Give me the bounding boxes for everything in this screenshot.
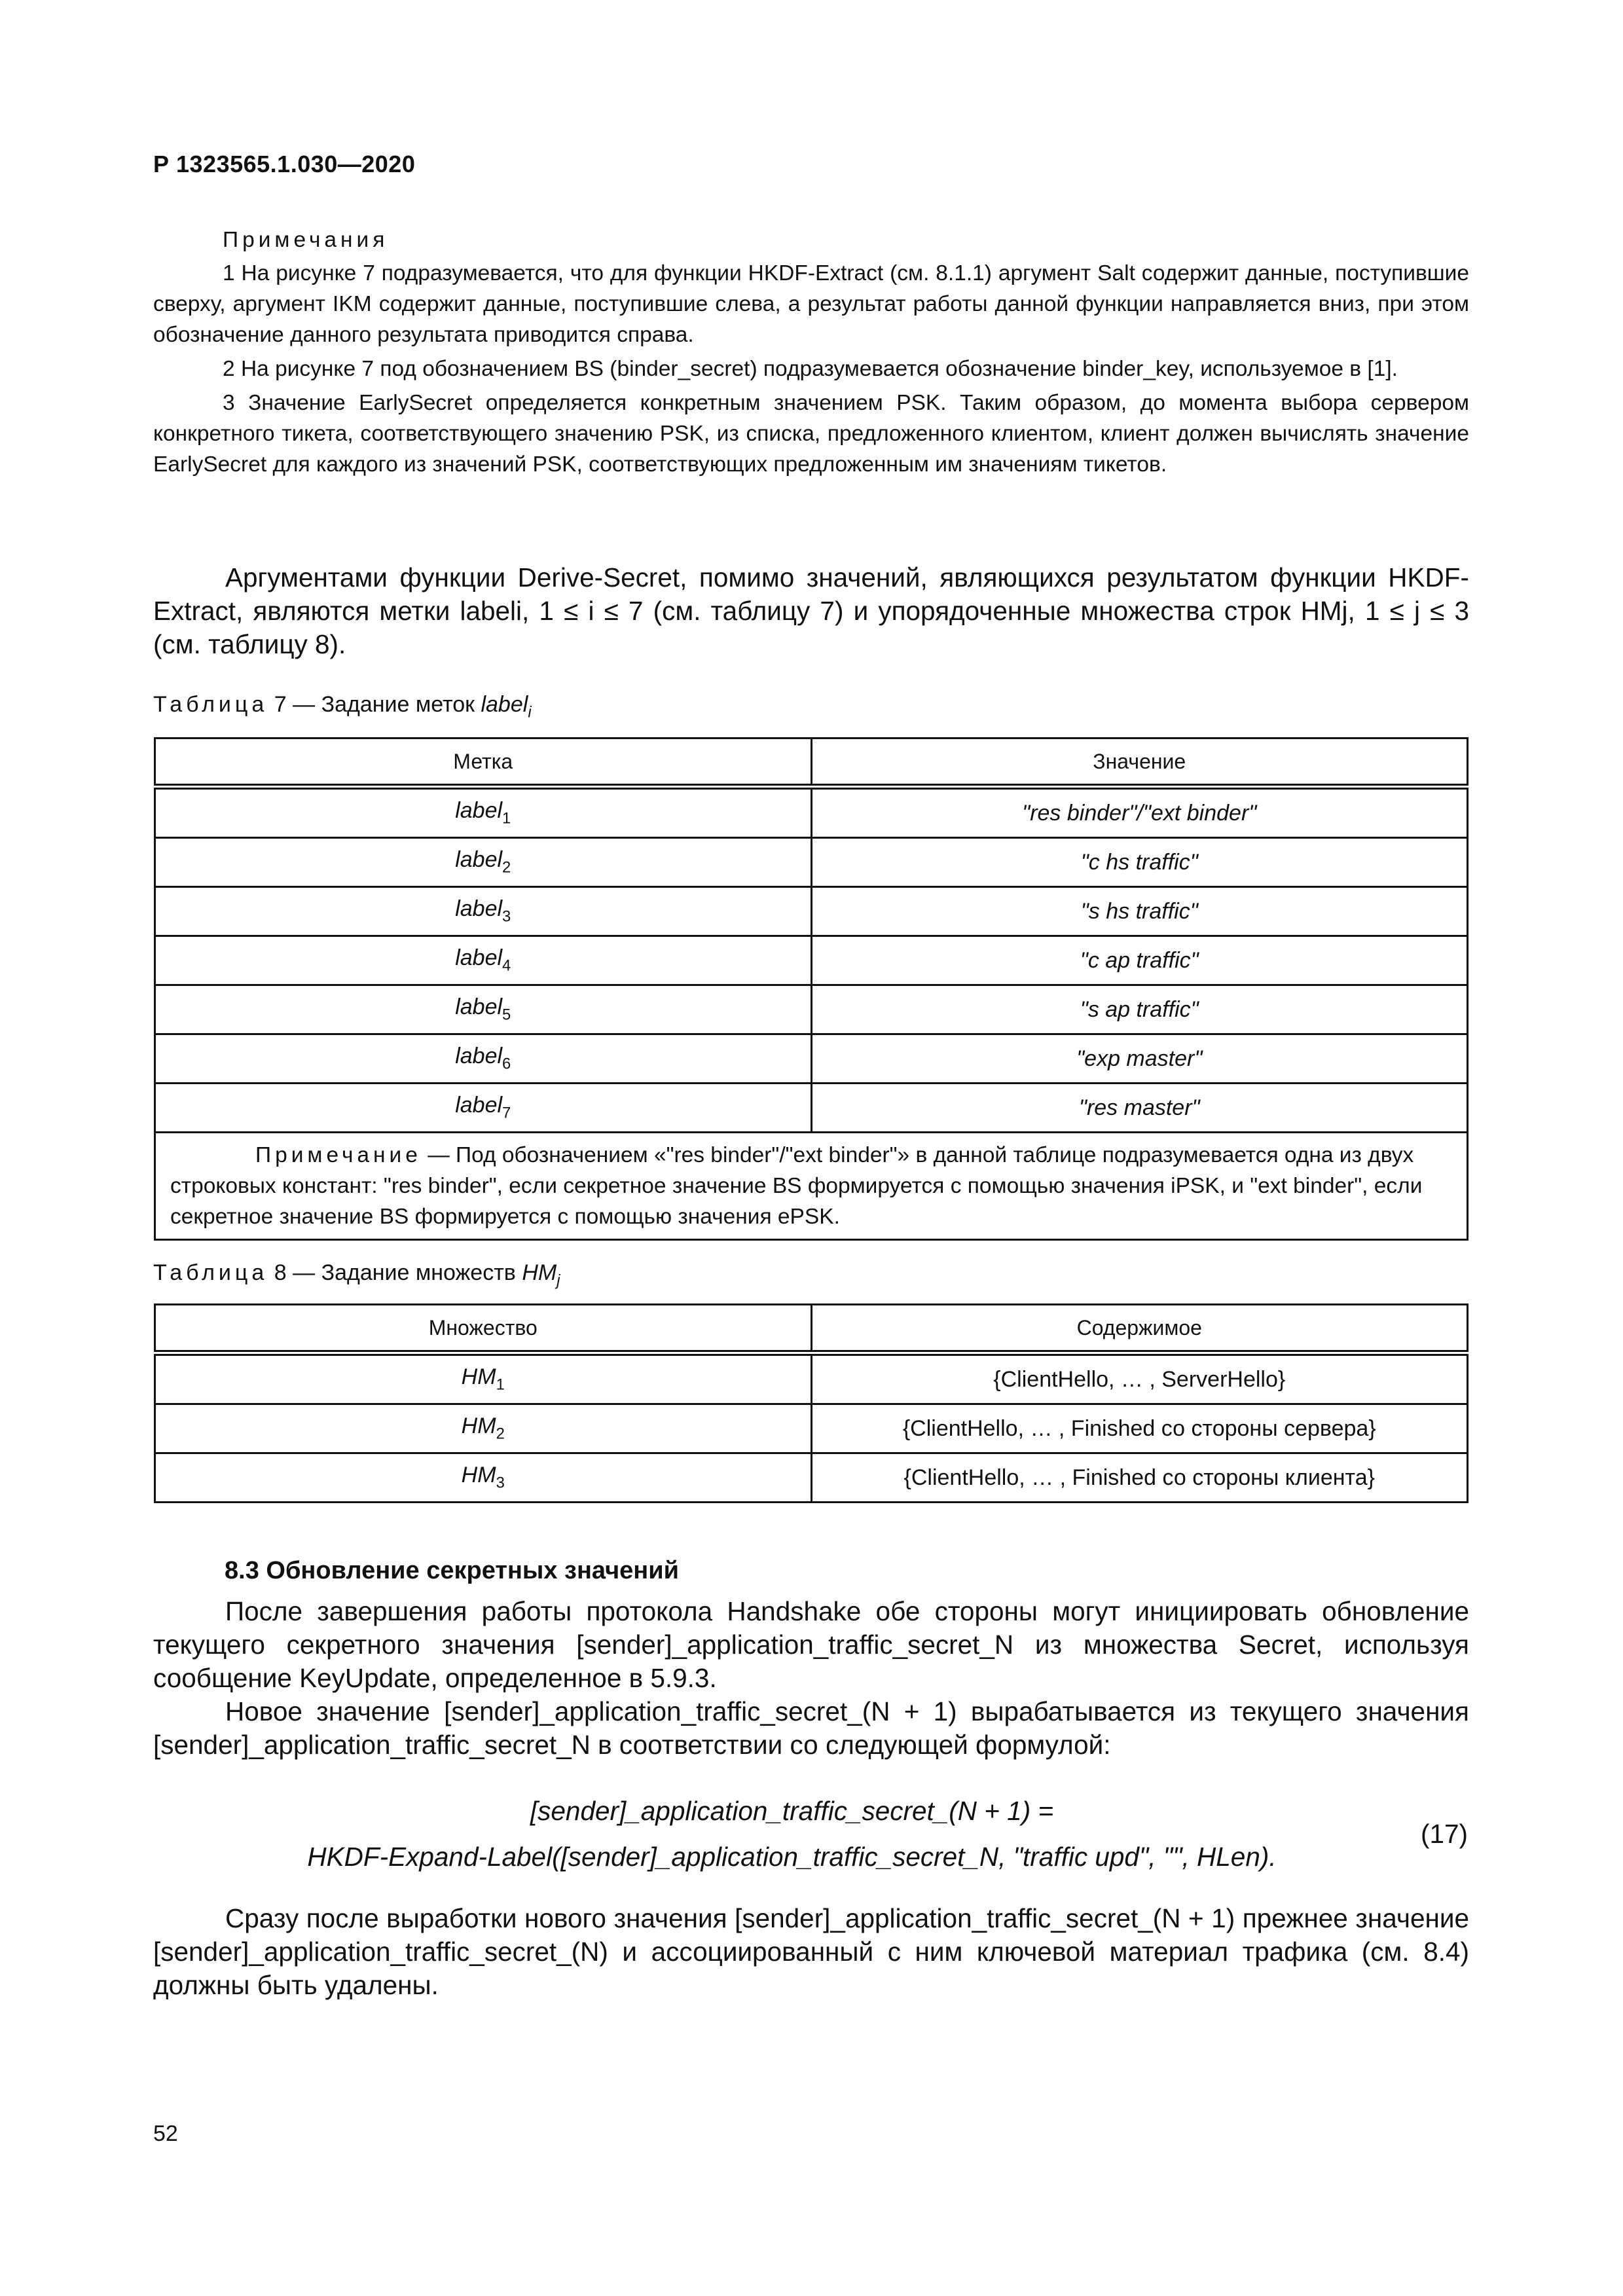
column-header-content: Содержимое [811,1305,1468,1353]
table-row: $HM_3$ {ClientHello, … , Finished со стороны клиента} [155,1453,1468,1503]
table-row: label$_5$ "s ap traffic" [155,985,1468,1034]
note-3: 3 Значение EarlySecret определяется конкретным значением PSK. Таким образом, до момента выбора сервером конкретного тикета, соответствующего значению PSK, из списка, предложенного клиентом, клиент должен вычислять значение EarlySecret для каждого из значений PSK, соответствующих предложенным им значениям тикетов. [153,391,1469,477]
table-7-note: Примечание — Под обозначением «"res binder"/"ext binder"» в данной таблице подразумевается одна из двух строковых констант: "res binder", если секретное значение BS формируется с помощью значения iPSK, и "ext binder", если секретное значение BS формируется с помощью значения ePSK. [155,1133,1468,1240]
paragraph-derive-secret [153,561,1469,661]
notes-title: Примечания [223,228,389,252]
document-header: Р 1323565.1.030—2020 [153,151,416,177]
table-row: $HM_1$ {ClientHello, … , ServerHello} [155,1353,1468,1404]
table-8-caption: Таблица 8 — Задание множеств $HM_j$ [153,1260,560,1290]
table-row: label$_7$ "res master" [155,1084,1468,1133]
equation-number: (17) [1421,1819,1468,1849]
table-row: label$_3$ "s hs traffic" [155,887,1468,936]
formula-line-1: [sender]_application_traffic_secret_(N + 1) = [530,1796,1054,1826]
section-heading: 8.3 Обновление секретных значений [225,1557,679,1584]
table-row: label$_6$ "exp master" [155,1034,1468,1084]
table-7 [154,737,1468,1241]
page-number: 52 [153,2121,178,2146]
note-1: 1 На рисунке 7 подразумевается, что для функции HKDF-Extract (см. 8.1.1) аргумент Salt содержит данные, поступившие сверху, аргумент IKM содержит данные, поступившие слева, а результат работы данной функции направляется вниз, при этом обозначение данного результата приводится справа. [153,261,1469,347]
table-7-caption: Таблица 7 — Задание меток label$_i$ [153,692,532,721]
notes-block [153,225,1469,483]
table-row: label$_1$ "res binder"/"ext binder" [155,787,1468,838]
column-header-set: Множество [155,1305,812,1353]
table-row: $HM_2$ {ClientHello, … , Finished со стороны сервера} [155,1404,1468,1453]
note-2: 2 На рисунке 7 под обозначением BS (binder_secret) подразумевается обозначение binder_key, используемое в [1]. [223,357,1398,381]
section-paragraph-2: Новое значение [sender]_application_traffic_secret_(N + 1) вырабатывается из текущего значения [sender]_application_traffic_secret_N в соответствии со следующей формулой: [153,1696,1469,1760]
table-row: label$_2$ "c hs traffic" [155,838,1468,887]
section-paragraph-1: После завершения работы протокола Handshake обе стороны могут инициировать обновление текущего секретного значения [sender]_application_traffic_secret_N из множества Secret, используя сообщение KeyUpdate, определенное в 5.9.3. [153,1596,1469,1693]
final-paragraph [153,1902,1469,2002]
section-body [153,1595,1469,1762]
table-row: label$_4$ "c ap traffic" [155,936,1468,985]
formula-line-2: HKDF-Expand-Label([sender]_application_traffic_secret_N, "traffic upd", "", HLen). [307,1842,1277,1872]
column-header-label: Метка [155,738,812,787]
column-header-value: Значение [811,738,1468,787]
table-note-row [155,1133,1468,1240]
table-8 [154,1303,1468,1503]
section-paragraph-3: Сразу после выработки нового значения [sender]_application_traffic_secret_(N + 1) прежнее значение [sender]_application_traffic_secret_(N) и ассоциированный с ним ключевой материал трафика (см. 8.4) должны быть удалены. [153,1903,1469,2000]
paragraph-text: Аргументами функции Derive-Secret, помимо значений, являющихся результатом функции HKDF-Extract, являются метки labeli, 1 ≤ i ≤ 7 (см. таблицу 7) и упорядоченные множества строк HMj, 1 ≤ j ≤ 3 (см. таблицу 8). [153,562,1469,659]
